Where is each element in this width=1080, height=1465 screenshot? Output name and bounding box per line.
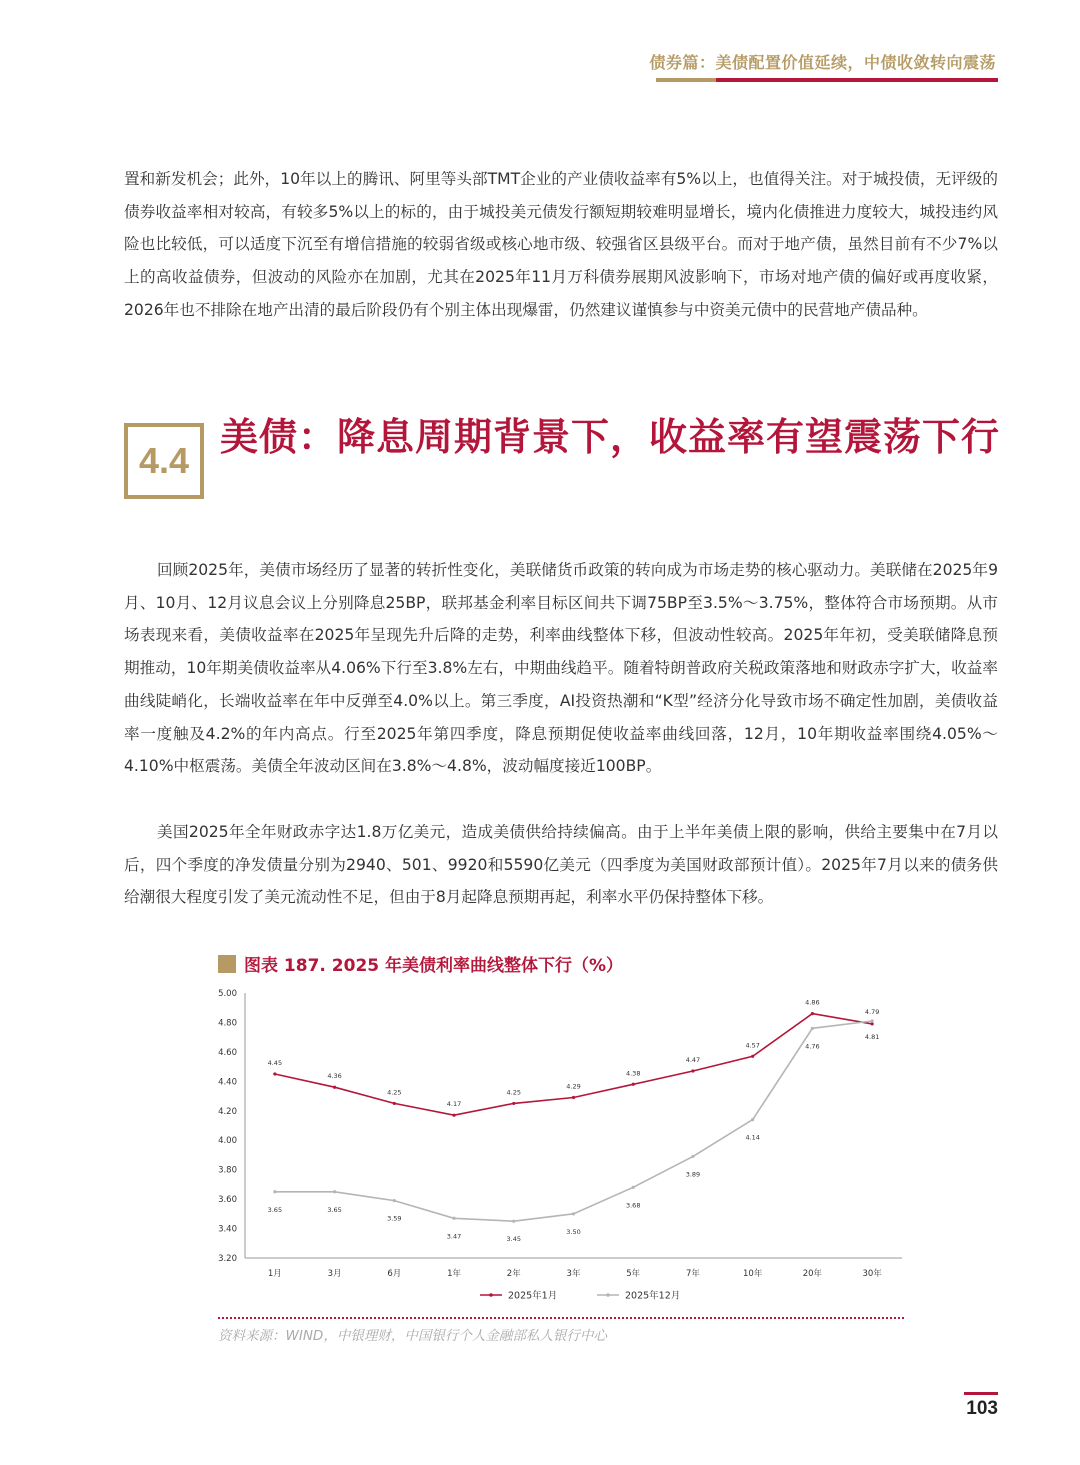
y-tick-label: 4.80 [218,1018,237,1029]
series-1-point [512,1220,515,1223]
data-label: 3.68 [625,1201,641,1210]
series-line-1 [275,1021,872,1221]
body-paragraph-1: 置和新发机会；此外，10年以上的腾讯、阿里等头部TMT企业的产业债收益率有5%以上，也值得关注。对于城投债，无评级的债券收益率相对较高，有较多5%以上的标的，由于城投美元债发行额短期较难明显增长，境内化债推进力度较大，城投违约风险也比较低，可以适度下沉至有增信措施的较弱省级或核心地市级、较强省区县级平台。而对于地产债，虽然目前有不少7%以上的高收益债券，但波动的风险亦在加剧，尤其在2025年11月万科债券展期风波影响下，市场对地产债的偏好或再度收紧，2026年也不排除在地产出清的最后阶段仍有个别主体出现爆雷，仍然建议谨慎参与中资美元债中的民营地产债品种。 [124,170,998,319]
data-label: 4.76 [805,1042,820,1051]
data-label: 3.65 [327,1205,342,1214]
series-1-point [452,1217,455,1220]
yield-curve-chart [205,980,915,1310]
data-label: 3.59 [387,1214,402,1223]
x-tick-label: 6月 [387,1269,402,1279]
data-label: 4.57 [745,1041,760,1050]
series-1-point [871,1019,874,1022]
series-0-point [632,1083,635,1086]
data-label: 4.79 [864,1007,880,1016]
legend-label-1: 2025年12月 [625,1290,681,1302]
y-tick-label: 5.00 [218,989,237,999]
x-tick-label: 7年 [685,1269,700,1279]
data-label: 3.50 [566,1227,581,1236]
data-label: 4.45 [267,1058,283,1067]
series-0-point [512,1102,515,1105]
data-label: 4.38 [625,1069,641,1078]
data-label: 3.65 [267,1205,283,1214]
legend-label-0: 2025年1月 [508,1290,558,1302]
series-1-point [333,1190,336,1193]
figure-source: 资料来源：WIND，中银理财，中国银行个人金融部私人银行中心 [218,1328,607,1344]
x-tick-label: 3年 [566,1269,581,1279]
data-label: 4.25 [387,1088,402,1097]
data-label: 4.17 [446,1100,462,1109]
header-rule-red [716,78,998,82]
y-tick-label: 3.40 [218,1224,237,1235]
series-1-point [691,1155,694,1158]
y-tick-label: 3.60 [218,1195,237,1206]
data-label: 4.86 [805,998,820,1007]
x-tick-label: 10年 [743,1269,763,1279]
source-divider [218,1317,904,1319]
series-1-point [572,1212,575,1215]
data-label: 4.25 [506,1088,522,1097]
data-label: 4.29 [566,1082,581,1091]
series-1-point [273,1190,276,1193]
y-tick-label: 4.40 [218,1077,237,1088]
series-0-point [691,1069,694,1072]
section-number: 4.4 [138,440,190,481]
x-tick-label: 30年 [862,1269,882,1279]
running-header: 债券篇：美债配置价值延续，中债收敛转向震荡 [649,53,996,72]
y-tick-label: 4.20 [218,1106,237,1117]
data-label: 4.14 [745,1133,760,1142]
series-1-point [811,1027,814,1030]
series-line-0 [275,1014,872,1116]
legend-marker-1 [606,1293,610,1297]
y-tick-label: 4.00 [218,1136,237,1147]
series-0-point [871,1022,874,1025]
series-0-point [393,1102,396,1105]
data-label: 4.36 [327,1072,342,1081]
x-tick-label: 5年 [626,1269,641,1279]
x-tick-label: 1月 [267,1269,282,1279]
series-1-point [751,1118,754,1121]
header-rule-gold [656,78,716,82]
data-label: 3.89 [685,1170,701,1179]
page-number-rule [964,1392,998,1395]
series-0-point [811,1012,814,1015]
figure-marker-square [218,955,236,973]
y-tick-label: 4.60 [218,1047,237,1058]
data-label: 4.81 [864,1032,880,1041]
series-0-point [751,1055,754,1058]
x-tick-label: 1年 [447,1269,462,1279]
page-number: 103 [966,1398,998,1419]
figure-title: 图表 187. 2025 年美债利率曲线整体下行（%） [244,956,624,976]
series-0-point [452,1114,455,1117]
data-label: 3.45 [506,1235,522,1244]
section-title: 美债：降息周期背景下，收益率有望震荡下行 [220,415,1001,459]
y-tick-label: 3.20 [218,1254,237,1264]
body-paragraph-3: 美国2025年全年财政赤字达1.8万亿美元，造成美债供给持续偏高。由于上半年美债上限的影响，供给主要集中在7月以后，四个季度的净发债量分别为2940、501、9920和5590亿美元（四季度为美国财政部预计值）。2025年7月以来的债务供给潮很大程度引发了美元流动性不足，但由于8月起降息预期再起，利率水平仍保持整体下移。 [124,823,998,907]
data-label: 4.47 [685,1056,701,1065]
series-0-point [572,1096,575,1099]
series-0-point [333,1086,336,1089]
x-tick-label: 3月 [327,1269,342,1279]
x-tick-label: 20年 [802,1269,823,1279]
x-tick-label: 2年 [506,1269,521,1279]
y-tick-label: 3.80 [218,1165,237,1176]
legend-marker-0 [489,1293,493,1297]
series-1-point [393,1199,396,1202]
data-label: 3.47 [446,1232,462,1241]
body-paragraph-2: 回顾2025年，美债市场经历了显著的转折性变化，美联储货币政策的转向成为市场走势的核心驱动力。美联储在2025年9月、10月、12月议息会议上分别降息25BP，联邦基金利率目标区间共下调75BP至3.5%～3.75%，整体符合市场预期。从市场表现来看，美债收益率在2025年呈现先升后降的走势，利率曲线整体下移，但波动性较高。2025年年初，受美联储降息预期推动，10年期美债收益率从4.06%下行至3.8%左右，中期曲线趋平。随着特朗普政府关税政策落地和财政赤字扩大，收益率曲线陡峭化，长端收益率在年中反弹至4.0%以上。第三季度，AI投资热潮和“K型”经济分化导致市场不确定性加剧，美债收益率一度触及4.2%的年内高点。行至2025年第四季度，降息预期促使收益率曲线回落，12月，10年期收益率围绕4.05%～4.10%中枢震荡。美债全年波动区间在3.8%～4.8%，波动幅度接近100BP。 [124,561,998,776]
series-0-point [273,1072,276,1075]
series-1-point [632,1186,635,1189]
